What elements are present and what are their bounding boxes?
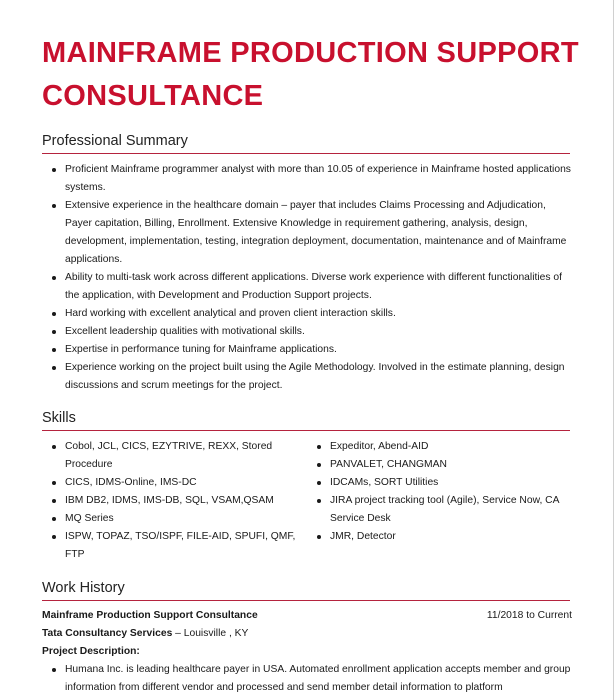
work-divider <box>42 600 570 601</box>
list-item: Experience working on the project built using the Agile Methodology. Involved in the estimate planning, design discussions and scrum meetings for the project. <box>50 359 575 395</box>
skills-divider <box>42 430 570 431</box>
work-heading: Work History <box>42 580 125 596</box>
list-item: Hard working with excellent analytical and proven client interaction skills. <box>50 305 575 323</box>
list-item: PANVALET, CHANGMAN <box>315 456 573 474</box>
list-item: Extensive experience in the healthcare domain – payer that includes Claims Processing and Adjudication, Payer capitation, Billing, Enrollment. Extensive Knowledge in requirement gathering, analysis, design, development, implementation, testing, integration deployment, documentation, maintenance and of Mainframe applications. <box>50 197 575 269</box>
skills-heading: Skills <box>42 410 76 426</box>
list-item: Excellent leadership qualities with motivational skills. <box>50 323 575 341</box>
list-item: IDCAMs, SORT Utilities <box>315 474 573 492</box>
page-edge <box>613 0 614 700</box>
list-item: Ability to multi-task work across different applications. Diverse work experience with different functionalities of the application, with Development and Production Support projects. <box>50 269 575 305</box>
list-item: ISPW, TOPAZ, TSO/ISPF, FILE-AID, SPUFI, QMF, FTP <box>50 528 305 564</box>
job-dates: 11/2018 to Current <box>486 610 572 621</box>
list-item: IBM DB2, IDMS, IMS-DB, SQL, VSAM,QSAM <box>50 492 305 510</box>
list-item: MQ Series <box>50 510 305 528</box>
skills-left-list <box>50 438 305 564</box>
resume-title: MAINFRAME PRODUCTION SUPPORT CONSULTANCE <box>42 37 579 112</box>
work-list <box>50 661 575 697</box>
list-item: JMR, Detector <box>315 528 573 546</box>
project-label: Project Description: <box>42 646 140 657</box>
summary-divider <box>42 153 570 154</box>
company-line <box>42 625 248 643</box>
summary-heading: Professional Summary <box>42 133 188 149</box>
company-location: – Louisville , KY <box>172 628 249 639</box>
list-item: JIRA project tracking tool (Agile), Service Now, CA Service Desk <box>315 492 573 528</box>
list-item: Expertise in performance tuning for Mainframe applications. <box>50 341 575 359</box>
list-item: CICS, IDMS-Online, IMS-DC <box>50 474 305 492</box>
list-item: Humana Inc. is leading healthcare payer in USA. Automated enrollment application accepts member and group information from different vendor and processed and send member detail information to platform <box>50 661 575 697</box>
list-item: Expeditor, Abend-AID <box>315 438 573 456</box>
list-item: Cobol, JCL, CICS, EZYTRIVE, REXX, Stored Procedure <box>50 438 305 474</box>
list-item: Proficient Mainframe programmer analyst with more than 10.05 of experience in Mainframe hosted applications systems. <box>50 161 575 197</box>
company-name: Tata Consultancy Services <box>42 628 173 639</box>
skills-right-list <box>315 438 573 546</box>
job-title: Mainframe Production Support Consultance <box>42 610 258 621</box>
summary-list <box>50 161 575 395</box>
